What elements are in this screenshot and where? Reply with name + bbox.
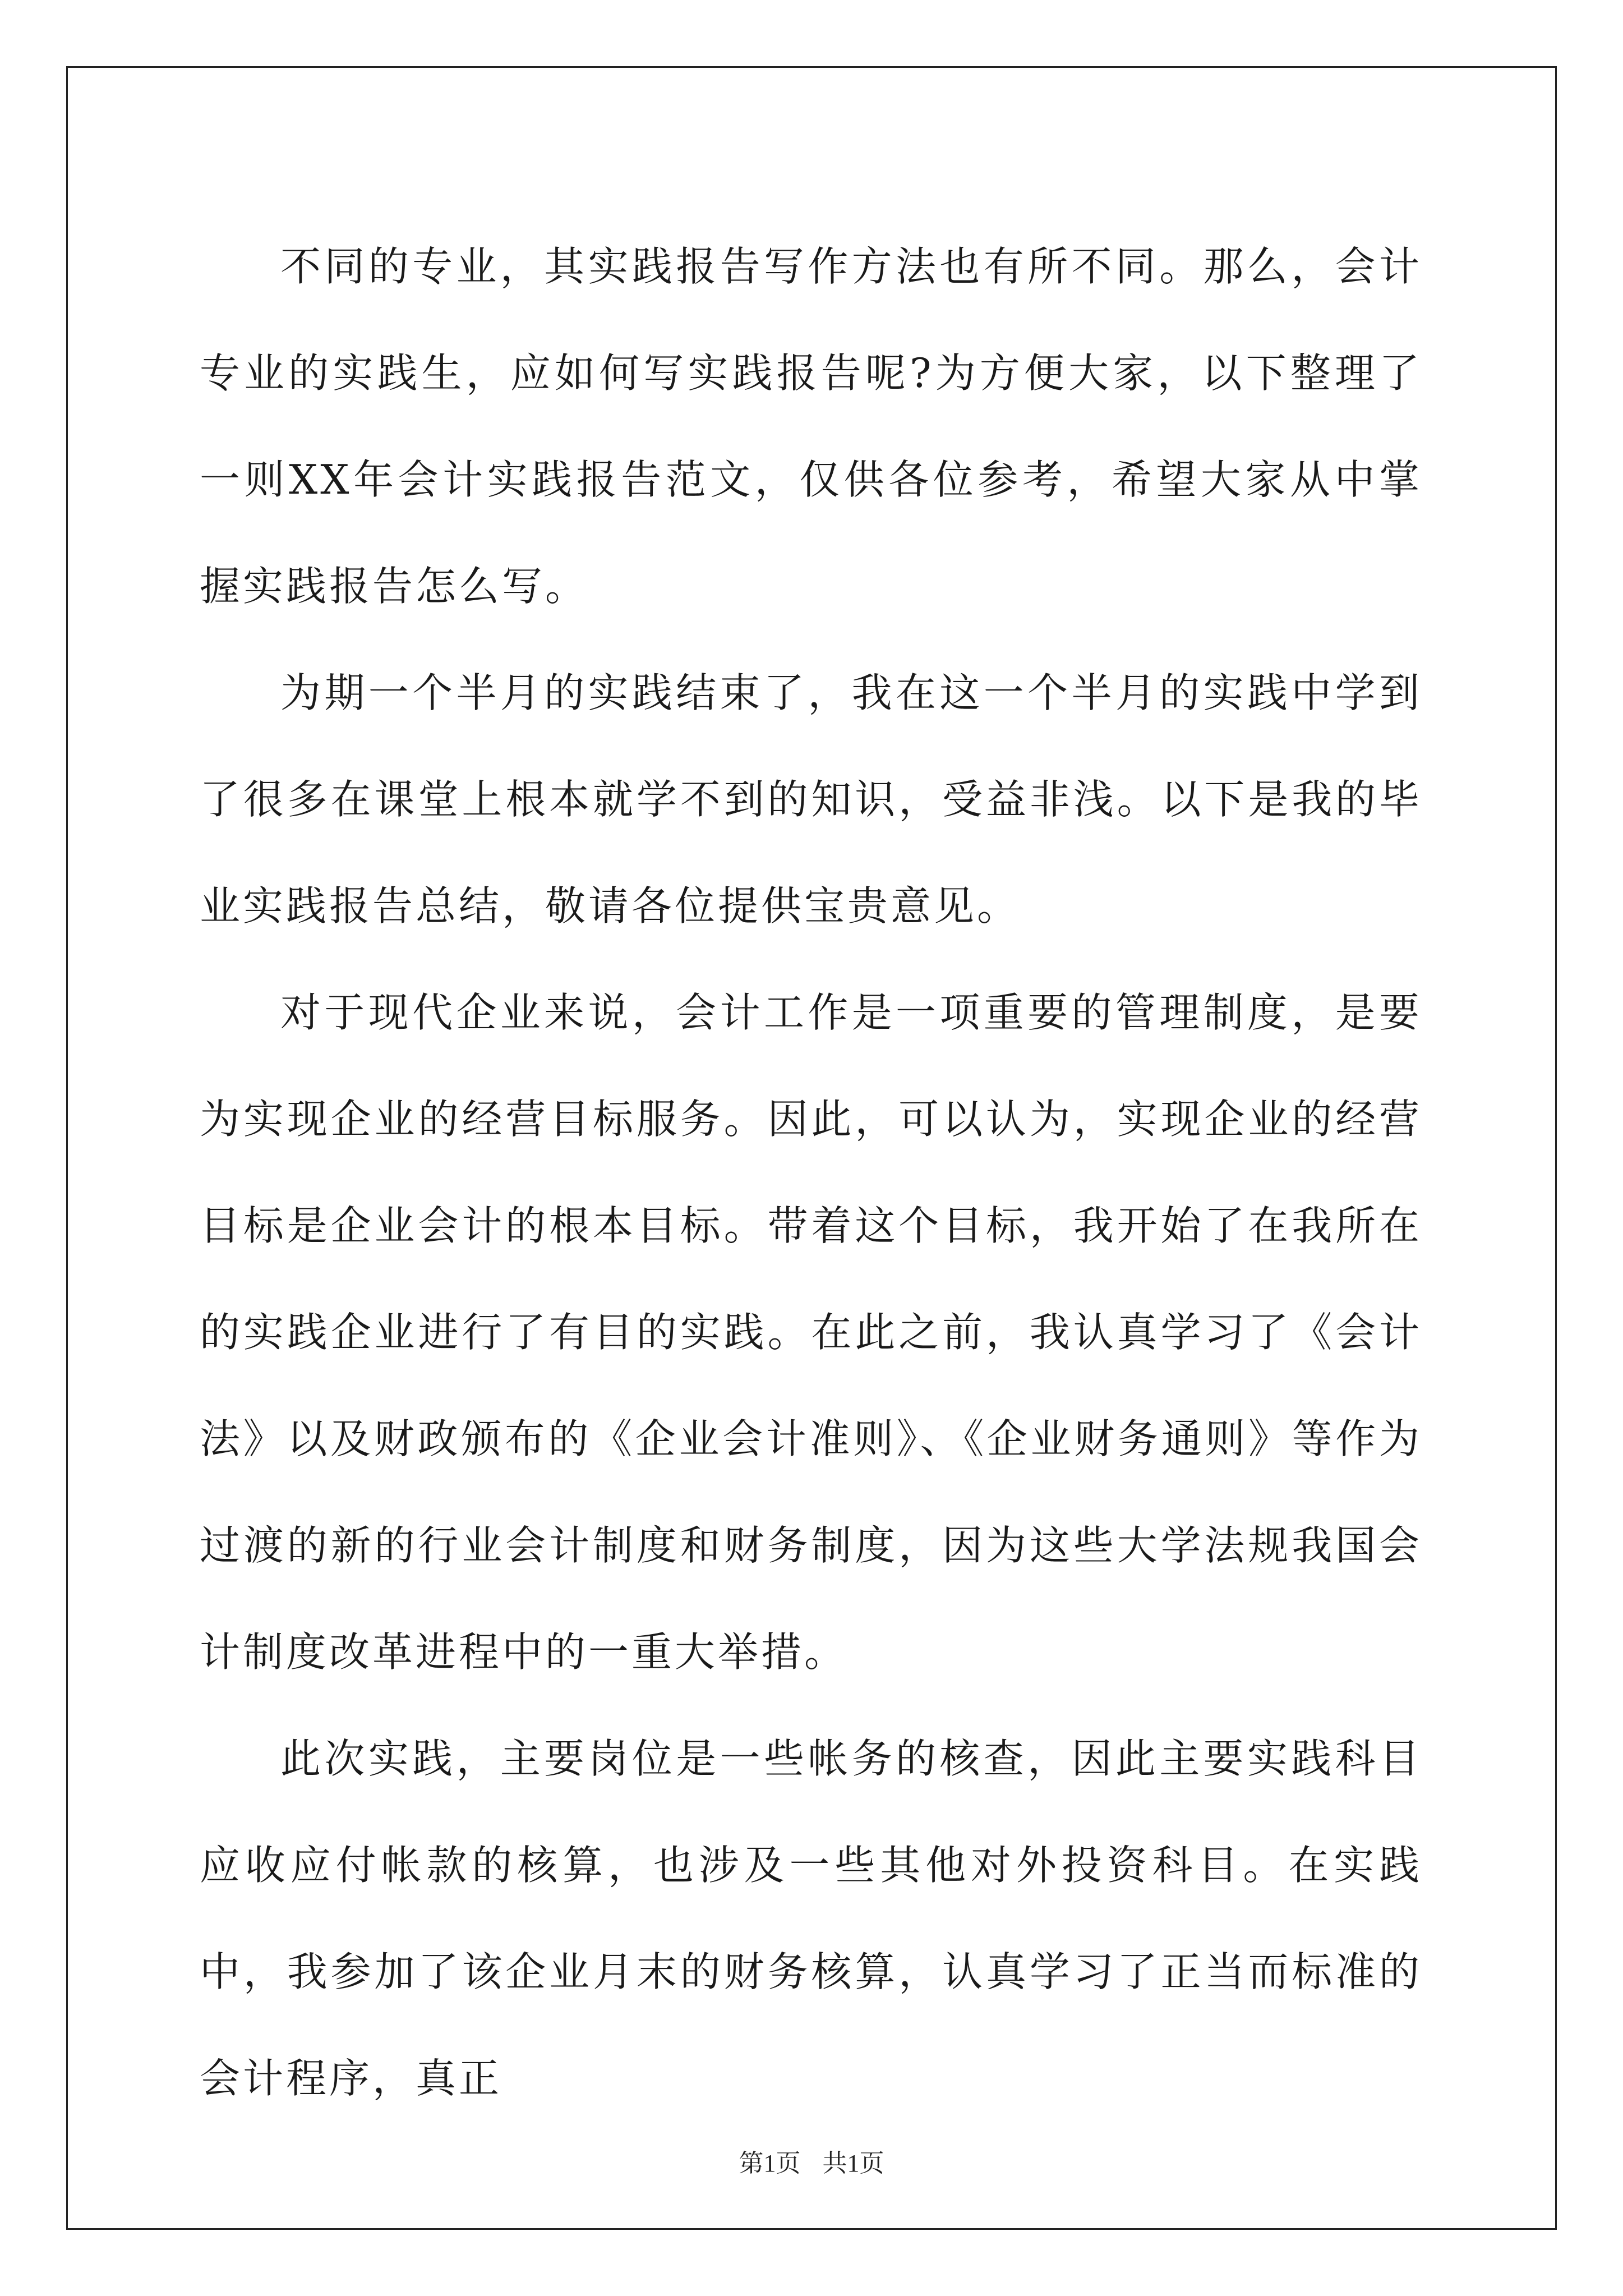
page-footer: [0, 2143, 1623, 2179]
page-total: 共1页: [822, 2150, 884, 2177]
document-body: [200, 213, 1422, 2132]
paragraph-2: 为期一个半月的实践结束了，我在这一个半月的实践中学到了很多在课堂上根本就学不到的知识，受益非浅。以下是我的毕业实践报告总结，敬请各位提供宝贵意见。: [200, 669, 1422, 930]
paragraph-3: 对于现代企业来说，会计工作是一项重要的管理制度，是要为实现企业的经营目标服务。因此，可以认为，实现企业的经营目标是企业会计的根本目标。带着这个目标，我开始了在我所在的实践企业进行了有目的实践。在此之前，我认真学习了《会计法》以及财政颁布的《企业会计准则》、《企业财务通则》等作为过渡的新的行业会计制度和财务制度，因为这些大学法规我国会计制度改革进程中的一重大举措。: [200, 989, 1422, 1676]
paragraph-1: 不同的专业，其实践报告写作方法也有所不同。那么，会计专业的实践生，应如何写实践报告呢?为方便大家，以下整理了一则XX年会计实践报告范文，仅供各位参考，希望大家从中掌握实践报告怎么写。: [200, 243, 1422, 610]
paragraph-4: 此次实践，主要岗位是一些帐务的核查，因此主要实践科目应收应付帐款的核算，也涉及一些其他对外投资科目。在实践中，我参加了该企业月末的财务核算，认真学习了正当而标准的会计程序，真正: [200, 1735, 1422, 2102]
page-number: 第1页: [739, 2150, 801, 2177]
